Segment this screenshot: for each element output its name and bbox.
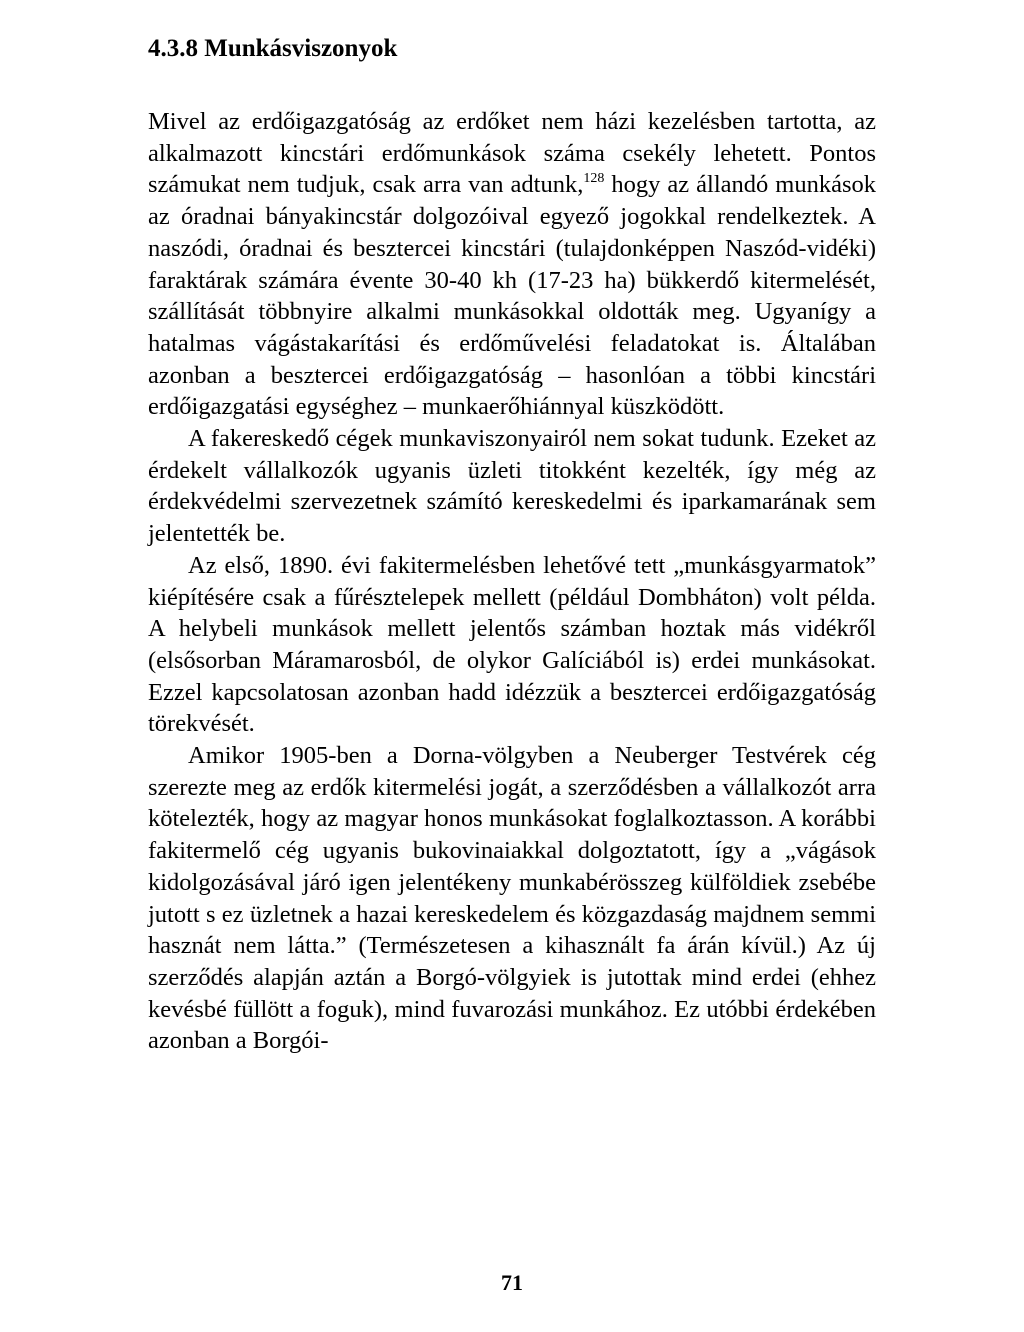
paragraph-4: Amikor 1905-ben a Dorna-völgyben a Neuberger Testvérek cég szerezte meg az erdők kitermelési jogát, a szerződésben a vállalkozót arra kötelezték, hogy az magyar honos munkásokat foglalkoztasson. A korábbi fakitermelő cég ugyanis bukovinaiakkal dolgoztatott, így a „vágások kidolgozásával járó igen jelentékeny munkabérösszeg külföldiek zsebébe jutott s ez üzletnek a hazai kereskedelem és közgazdaság majdnem semmi hasznát nem látta.” (Természetesen a kihasznált fa árán kívül.) Az új szerződés alapján aztán a Borgó-völgyiek is jutottak mind erdei (ehhez kevésbé füllött a foguk), mind fuvarozási munkához. Ez utóbbi érdekében azonban a Borgói- [148, 742, 876, 1055]
paragraph-1-text-a: Mivel az erdőigazgatóság az erdőket nem házi kezelésben tartotta, az alkalmazott kincstári erdőmunkások száma csekély lehetett. Pontos számukat nem tudjuk, csak arra van adtunk, [148, 108, 876, 199]
paragraph-1-text-b: hogy az állandó munkások az óradnai bányakincstár dolgozóival egyező jogokkal rendelkeztek. A naszódi, óradnai és besztercei kincstári (tulajdonképpen Naszód-vidéki) faraktárak számára évente 30-40 kh (17-23 ha) bükkerdő kitermelését, szállítását többnyire alkalmi munkásokkal oldották meg. Ugyanígy a hatalmas vágástakarítási és erdőművelési feladatokat is. Általában azonban a besztercei erdőigazgatóság – hasonlóan a többi kincstári erdőigazgatási egységhez – munkaerőhiánnyal küszködött. [148, 171, 876, 421]
paragraph-3: Az első, 1890. évi fakitermelésben lehetővé tett „munkásgyarmatok” kiépítésére csak a fűrésztelepek mellett (például Dombháton) volt példa. A helybeli munkások mellett jelentős számban hoztak más vidékről (elsősorban Máramarosból, de olykor Galíciából is) erdei munkásokat. Ezzel kapcsolatosan azonban hadd idézzük a besztercei erdőigazgatóság törekvését. [148, 551, 876, 738]
page-body [148, 32, 876, 1057]
section-heading: 4.3.8 Munkásviszonyok [148, 35, 398, 62]
page-number: 71 [501, 1270, 523, 1295]
paragraph-1 [148, 106, 876, 423]
paragraph-2: A fakereskedő cégek munkaviszonyairól nem sokat tudunk. Ezeket az érdekelt vállalkozók ugyanis üzleti titokként kezelték, így még az érdekvédelmi szervezetnek számító kereskedelmi és iparkamarának sem jelentették be. [148, 425, 876, 548]
footnote-marker[interactable]: 128 [583, 171, 605, 187]
